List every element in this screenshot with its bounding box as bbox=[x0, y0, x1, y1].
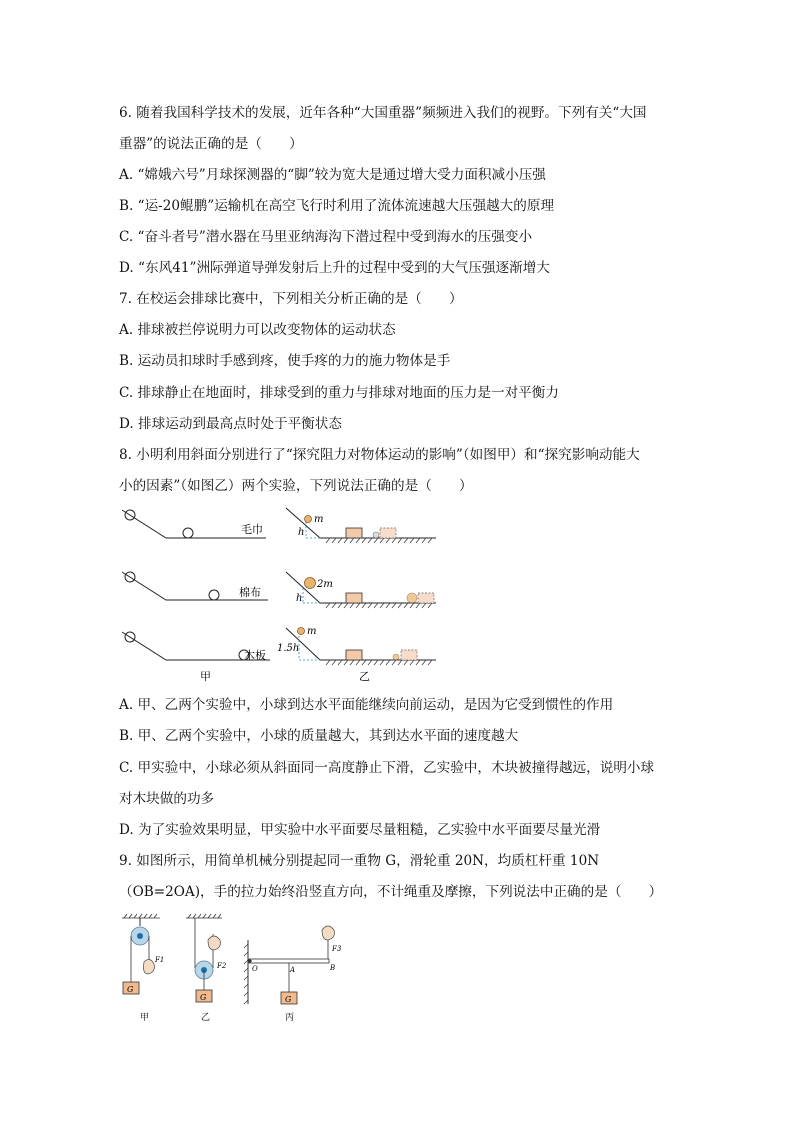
svg-text:G: G bbox=[200, 993, 207, 1002]
q9-stem-line1: 9. 如图所示，用简单机械分别提起同一重物 G，滑轮重 20N，均质杠杆重 10N bbox=[119, 853, 600, 869]
q7-option-b: B. 运动员扣球时手感到疼，使手疼的力的施力物体是手 bbox=[119, 353, 451, 369]
q8-figure bbox=[118, 502, 448, 687]
q7-option-d: D. 排球运动到最高点时处于平衡状态 bbox=[119, 416, 342, 432]
svg-text:h: h bbox=[298, 527, 305, 538]
caption-jia-9: 甲 bbox=[140, 1013, 150, 1023]
svg-text:A: A bbox=[290, 966, 296, 974]
q9-stem-line2: （OB=2OA)，手的拉力始终沿竖直方向，不计绳重及摩擦，下列说法中正确的是（ ） bbox=[119, 884, 663, 900]
label-towel: 毛巾 bbox=[241, 523, 263, 536]
svg-text:G: G bbox=[127, 985, 134, 994]
label-board: 木板 bbox=[244, 649, 266, 662]
q6-option-a: A. “嫦娥六号”月球探测器的“脚”较为宽大是通过增大受力面积减小压强 bbox=[119, 167, 546, 183]
svg-text:m: m bbox=[314, 514, 324, 525]
caption-jia: 甲 bbox=[200, 670, 211, 683]
q8-stem-line2: 小的因素”（如图乙）两个实验，下列说法正确的是（ ） bbox=[119, 478, 473, 494]
q8-option-d: D. 为了实验效果明显，甲实验中水平面要尽量粗糙，乙实验中水平面要尽量光滑 bbox=[119, 822, 601, 838]
caption-bing-9: 丙 bbox=[285, 1013, 295, 1023]
q6-option-c: C. “奋斗者号”潜水器在马里亚纳海沟下潜过程中受到海水的压强变小 bbox=[119, 229, 533, 245]
q9-figure bbox=[118, 912, 348, 1027]
ball-m-3 bbox=[298, 628, 305, 635]
svg-text:1.5h: 1.5h bbox=[277, 643, 300, 654]
q7-stem: 7. 在校运会排球比赛中，下列相关分析正确的是（ ） bbox=[119, 291, 463, 307]
block-3-moved bbox=[401, 650, 417, 660]
svg-text:F2: F2 bbox=[217, 962, 227, 970]
block-1 bbox=[346, 528, 362, 538]
q6-stem-line2: 重器”的说法正确的是（ ） bbox=[119, 136, 303, 152]
block-2 bbox=[346, 593, 362, 603]
q8-option-c-line1: C. 甲实验中，小球必须从斜面同一高度静止下滑，乙实验中，木块被撞得越远，说明小球 bbox=[119, 760, 655, 776]
block-1-moved bbox=[380, 528, 396, 538]
q8-option-b: B. 甲、乙两个实验中，小球的质量越大，其到达水平面的速度越大 bbox=[119, 728, 519, 744]
caption-yi-9: 乙 bbox=[201, 1013, 211, 1023]
block-3 bbox=[346, 650, 362, 660]
label-cotton: 棉布 bbox=[239, 586, 261, 599]
block-2-moved bbox=[418, 593, 434, 603]
q8-stem-line1: 8. 小明利用斜面分别进行了“探究阻力对物体运动的影响”（如图甲）和“探究影响动能大 bbox=[119, 447, 640, 463]
q6-option-b: B. “运-20鲲鹏”运输机在高空飞行时利用了流体流速越大压强越大的原理 bbox=[119, 198, 555, 214]
ball-end-1 bbox=[183, 528, 193, 538]
svg-text:B: B bbox=[330, 964, 336, 972]
svg-text:G: G bbox=[285, 995, 292, 1004]
svg-text:m: m bbox=[307, 626, 317, 637]
q8-option-c-line2: 对木块做的功多 bbox=[119, 791, 215, 807]
q7-option-c: C. 排球静止在地面时，排球受到的重力与排球对地面的压力是一对平衡力 bbox=[119, 385, 559, 401]
caption-yi: 乙 bbox=[359, 670, 370, 683]
ball-end-2 bbox=[209, 590, 219, 600]
q6-stem-line1: 6. 随着我国科学技术的发展，近年各种“大国重器”频频进入我们的视野。下列有关“大国 bbox=[119, 105, 647, 121]
svg-text:F3: F3 bbox=[332, 945, 342, 953]
svg-text:2m: 2m bbox=[317, 579, 333, 590]
svg-text:F1: F1 bbox=[155, 956, 165, 964]
q8-option-a: A. 甲、乙两个实验中，小球到达水平面能继续向前运动，是因为它受到惯性的作用 bbox=[119, 697, 614, 713]
q7-option-a: A. 排球被拦停说明力可以改变物体的运动状态 bbox=[119, 322, 396, 338]
q6-option-d: D. “东风41”洲际弹道导弹发射后上升的过程中受到的大气压强逐渐增大 bbox=[119, 260, 550, 276]
lever bbox=[249, 959, 329, 963]
ball-m-1 bbox=[305, 516, 312, 523]
svg-text:h: h bbox=[296, 593, 303, 604]
svg-text:O: O bbox=[252, 965, 258, 973]
ball-2m bbox=[305, 578, 316, 589]
